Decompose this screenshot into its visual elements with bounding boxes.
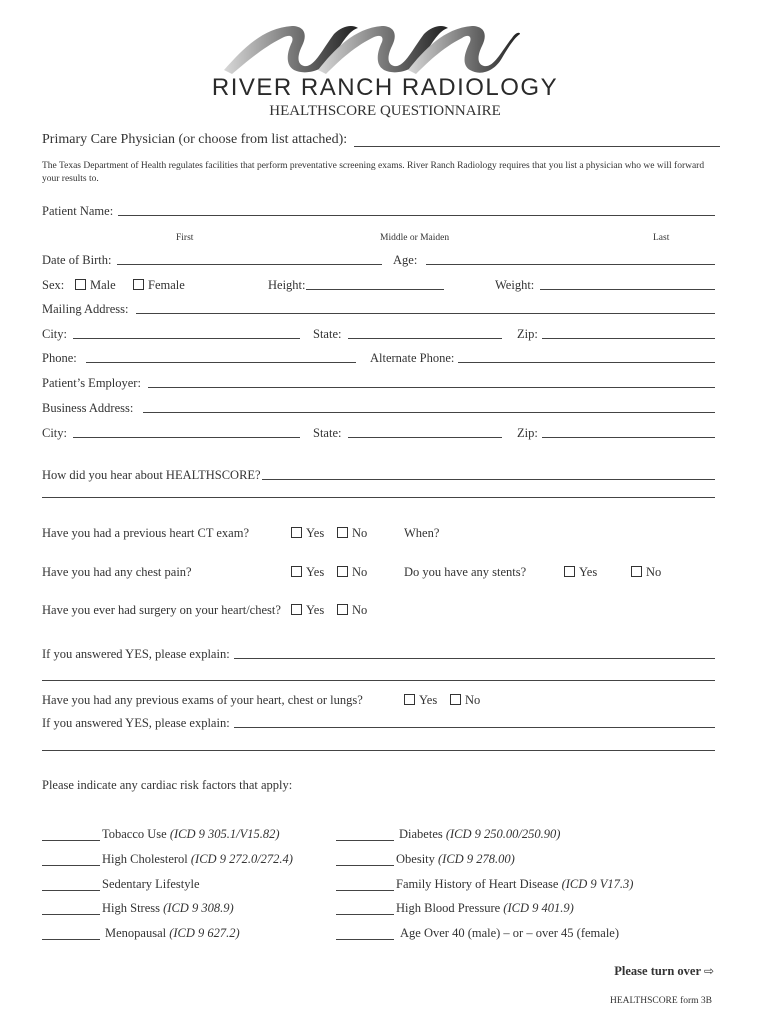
mailing-address-field[interactable] <box>136 313 715 314</box>
q1-yes-checkbox[interactable] <box>291 527 302 538</box>
weight-field[interactable] <box>540 289 715 290</box>
age-label: Age: <box>393 253 418 267</box>
risk-right-1[interactable] <box>336 851 515 867</box>
employer-field[interactable] <box>148 387 715 388</box>
male-option[interactable] <box>75 277 116 293</box>
risk-code: (ICD 9 250.00/250.90) <box>445 827 561 841</box>
risk-blank[interactable] <box>336 853 394 866</box>
patient-name-field[interactable] <box>118 215 715 216</box>
risk-code: (ICD 9 308.9) <box>163 901 234 915</box>
no-label: No <box>352 526 368 540</box>
risk-code: (ICD 9 305.1/V15.82) <box>169 827 280 841</box>
risk-code: (ICD 9 278.00) <box>438 852 515 866</box>
q2-no-checkbox[interactable] <box>337 566 348 577</box>
last-name-caption: Last <box>653 233 670 243</box>
risk-left-0[interactable] <box>42 826 280 842</box>
yes-label: Yes <box>419 693 438 707</box>
risk-blank[interactable] <box>336 902 394 915</box>
q4-yes-option[interactable] <box>404 692 437 708</box>
q1-yes-option[interactable] <box>291 525 324 541</box>
q4-yes-checkbox[interactable] <box>404 694 415 705</box>
sex-label: Sex: <box>42 278 65 292</box>
weight-label: Weight: <box>495 278 535 292</box>
alternate-phone-field[interactable] <box>458 362 715 363</box>
city-label: City: <box>42 327 68 341</box>
risk-blank[interactable] <box>42 853 100 866</box>
risk-code: (ICD 9 627.2) <box>169 926 240 940</box>
form-id: HEALTHSCORE form 3B <box>609 996 712 1006</box>
river-ranch-logo-waves <box>222 20 522 78</box>
physician-field[interactable] <box>354 146 720 147</box>
q4-no-checkbox[interactable] <box>450 694 461 705</box>
explain-label-2: If you answered YES, please explain: <box>42 716 230 730</box>
q-stents: Do you have any stents? <box>404 565 527 579</box>
yes-label: Yes <box>306 565 325 579</box>
yes-label: Yes <box>579 565 598 579</box>
risk-label: High Blood Pressure <box>396 901 504 915</box>
q3-yes-checkbox[interactable] <box>291 604 302 615</box>
risk-blank[interactable] <box>42 902 100 915</box>
org-name: RIVER RANCH RADIOLOGY <box>211 74 559 101</box>
risk-label: Diabetes <box>399 827 446 841</box>
risk-label: Family History of Heart Disease <box>396 877 562 891</box>
height-field[interactable] <box>306 289 444 290</box>
no-label: No <box>646 565 662 579</box>
hear-about-field-line2[interactable] <box>42 497 715 498</box>
q1-no-option[interactable] <box>337 525 367 541</box>
q1-when-label: When? <box>404 526 440 540</box>
risk-left-1[interactable] <box>42 851 293 867</box>
yes-label: Yes <box>306 603 325 617</box>
business-city-label: City: <box>42 426 68 440</box>
q-heart-surgery: Have you ever had surgery on your heart/chest? <box>42 603 281 617</box>
q2-no-option[interactable] <box>337 564 367 580</box>
business-zip-label: Zip: <box>517 426 538 440</box>
explain-field-2-line2[interactable] <box>42 750 715 751</box>
risk-label: Sedentary Lifestyle <box>102 877 200 891</box>
explain-label-1: If you answered YES, please explain: <box>42 647 230 661</box>
risk-right-2[interactable] <box>336 876 633 892</box>
age-field[interactable] <box>426 264 715 265</box>
risk-label: Tobacco Use <box>102 827 170 841</box>
employer-label: Patient’s Employer: <box>42 376 141 390</box>
physician-note: The Texas Department of Health regulates facilities that perform preventative screening exams. River Ranch Radiology requires that you list a physician who we will forward your results to. <box>42 161 705 184</box>
state-field[interactable] <box>348 338 502 339</box>
explain-field-1[interactable] <box>234 658 715 659</box>
risk-label: Menopausal <box>105 926 170 940</box>
male-label: Male <box>90 278 116 292</box>
stents-no-checkbox[interactable] <box>631 566 642 577</box>
risk-factors-heading: Please indicate any cardiac risk factors that apply: <box>42 778 293 792</box>
risk-blank[interactable] <box>42 828 100 841</box>
no-label: No <box>352 565 368 579</box>
q2-yes-option[interactable] <box>291 564 324 580</box>
right-arrow-icon: ⇨ <box>703 964 714 978</box>
stents-yes-checkbox[interactable] <box>564 566 575 577</box>
dob-field[interactable] <box>117 264 382 265</box>
stents-yes-option[interactable] <box>564 564 597 580</box>
female-label: Female <box>148 278 185 292</box>
risk-code: (ICD 9 401.9) <box>503 901 574 915</box>
risk-left-2[interactable] <box>42 876 200 892</box>
risk-label: Obesity <box>396 852 439 866</box>
business-city-field[interactable] <box>73 437 300 438</box>
risk-blank[interactable] <box>42 878 100 891</box>
risk-code: (ICD 9 V17.3) <box>561 877 634 891</box>
risk-blank[interactable] <box>336 878 394 891</box>
turn-over-label: Please turn over <box>614 964 701 978</box>
risk-label: Age Over 40 (male) – or – over 45 (female) <box>400 926 620 940</box>
male-checkbox[interactable] <box>75 279 86 290</box>
q-chest-pain: Have you had any chest pain? <box>42 565 192 579</box>
risk-right-3[interactable] <box>336 900 574 916</box>
middle-name-caption: Middle or Maiden <box>380 233 450 243</box>
q3-no-checkbox[interactable] <box>337 604 348 615</box>
risk-left-3[interactable] <box>42 900 234 916</box>
hear-about-field[interactable] <box>262 479 715 480</box>
first-name-caption: First <box>176 233 194 243</box>
q-previous-ct: Have you had a previous heart CT exam? <box>42 526 249 540</box>
risk-code: (ICD 9 272.0/272.4) <box>190 852 293 866</box>
no-label: No <box>465 693 481 707</box>
business-address-label: Business Address: <box>42 401 134 415</box>
q4-no-option[interactable] <box>450 692 480 708</box>
risk-left-4[interactable] <box>42 925 240 941</box>
q2-yes-checkbox[interactable] <box>291 566 302 577</box>
q3-yes-option[interactable] <box>291 602 324 618</box>
stents-no-option[interactable] <box>631 564 661 580</box>
physician-label: Primary Care Physician (or choose from list attached): <box>42 132 348 147</box>
female-checkbox[interactable] <box>133 279 144 290</box>
risk-right-0[interactable] <box>336 826 560 842</box>
q-previous-exams: Have you had any previous exams of your heart, chest or lungs? <box>42 693 363 707</box>
zip-field[interactable] <box>542 338 715 339</box>
height-label: Height: <box>268 278 306 292</box>
no-label: No <box>352 603 368 617</box>
explain-field-2[interactable] <box>234 727 715 728</box>
patient-name-label: Patient Name: <box>42 204 114 218</box>
form-title: HEALTHSCORE QUESTIONNAIRE <box>269 103 501 119</box>
dob-label: Date of Birth: <box>42 253 112 267</box>
business-address-field[interactable] <box>143 412 715 413</box>
risk-right-4[interactable] <box>336 925 619 941</box>
risk-blank[interactable] <box>336 927 394 940</box>
city-field[interactable] <box>73 338 300 339</box>
yes-label: Yes <box>306 526 325 540</box>
risk-label: High Cholesterol <box>102 852 191 866</box>
business-state-field[interactable] <box>348 437 502 438</box>
explain-field-1-line2[interactable] <box>42 680 715 681</box>
please-turn-over <box>614 963 714 979</box>
risk-label: High Stress <box>102 901 164 915</box>
risk-blank[interactable] <box>42 927 100 940</box>
q3-no-option[interactable] <box>337 602 367 618</box>
hear-about-label: How did you hear about HEALTHSCORE? <box>42 468 261 482</box>
zip-label: Zip: <box>517 327 538 341</box>
mailing-address-label: Mailing Address: <box>42 302 129 316</box>
business-state-label: State: <box>313 426 342 440</box>
female-option[interactable] <box>133 277 185 293</box>
risk-blank[interactable] <box>336 828 394 841</box>
alternate-phone-label: Alternate Phone: <box>370 351 455 365</box>
business-zip-field[interactable] <box>542 437 715 438</box>
phone-label: Phone: <box>42 351 77 365</box>
q1-no-checkbox[interactable] <box>337 527 348 538</box>
phone-field[interactable] <box>86 362 356 363</box>
state-label: State: <box>313 327 342 341</box>
